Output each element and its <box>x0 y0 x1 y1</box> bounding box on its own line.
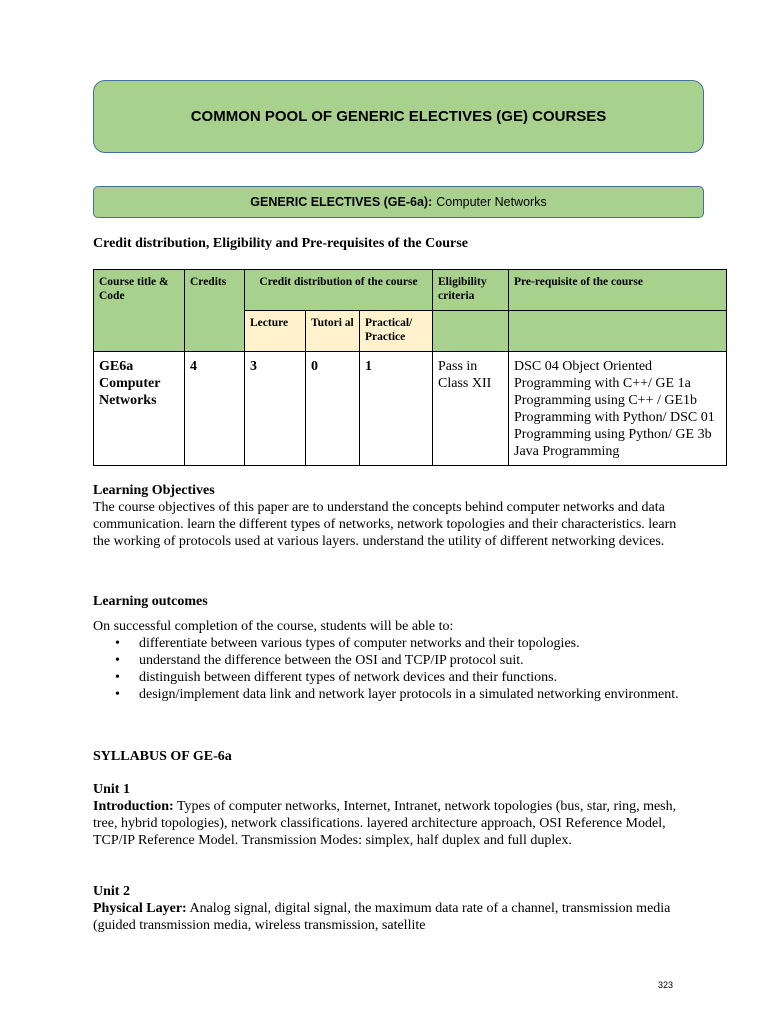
unit1-label: Introduction: <box>93 799 174 814</box>
unit2-body <box>93 900 683 934</box>
header-credit-distribution: Credit distribution of the course <box>245 270 433 311</box>
credit-heading: Credit distribution, Eligibility and Pre-requisites of the Course <box>93 236 468 251</box>
header-course-title: Course title & Code <box>94 270 185 352</box>
bullet-icon: • <box>115 653 120 668</box>
page-number: 323 <box>658 980 674 990</box>
unit1-text: Types of computer networks, Internet, Intranet, network topologies (bus, star, ring, mesh, tree, hybrid topologies), network classifications. layered architecture approach, OSI Reference Model, TCP/IP Reference Model. Transmission Modes: simplex, half duplex and full duplex. <box>93 799 677 848</box>
outcomes-heading: Learning outcomes <box>93 594 208 609</box>
header-prerequisite: Pre-requisite of the course <box>509 270 727 311</box>
bullet-icon: • <box>115 687 120 702</box>
cell-course <box>94 352 185 466</box>
cell-practical: 1 <box>360 352 433 466</box>
header-lecture: Lecture <box>245 311 306 352</box>
cell-course-code: GE6a <box>99 359 134 374</box>
list-item: • differentiate between various types of computer networks and their topologies. <box>115 636 580 651</box>
unit1-body <box>93 798 683 849</box>
header-empty-eligibility <box>433 311 509 352</box>
table-row <box>94 352 727 466</box>
unit2-title: Unit 2 <box>93 884 130 899</box>
unit2-label: Physical Layer: <box>93 901 187 916</box>
header-eligibility: Eligibility criteria <box>433 270 509 311</box>
cell-lecture: 3 <box>245 352 306 466</box>
outcomes-intro: On successful completion of the course, students will be able to: <box>93 619 454 634</box>
list-item: • design/implement data link and network layer protocols in a simulated networking environment. <box>115 687 679 702</box>
cell-credits: 4 <box>185 352 245 466</box>
header-practical: Practical/ Practice <box>360 311 433 352</box>
unit1-title: Unit 1 <box>93 782 130 797</box>
syllabus-heading: SYLLABUS OF GE-6a <box>93 749 232 764</box>
objectives-text: The course objectives of this paper are to understand the concepts behind computer networks and data communication. learn the different types of networks, network topologies and their characteristics. learn the working of protocols used at various layers. understand the utility of different networking devices. <box>93 500 677 549</box>
sub-banner <box>93 186 704 218</box>
table-header-row <box>94 270 727 311</box>
main-banner <box>93 80 704 153</box>
list-item: • distinguish between different types of network devices and their functions. <box>115 670 558 685</box>
list-item: • understand the difference between the OSI and TCP/IP protocol suit. <box>115 653 524 668</box>
cell-course-name: Computer Networks <box>99 376 161 408</box>
cell-prerequisite: DSC 04 Object Oriented Programming with C++/ GE 1a Programming using C++ / GE1b Programming with Python/ DSC 01 Programming using Python/ GE 3b Java Programming <box>509 352 727 466</box>
cell-eligibility: Pass in Class XII <box>433 352 509 466</box>
bullet-icon: • <box>115 670 120 685</box>
outcomes-list <box>93 635 683 703</box>
bullet-icon: • <box>115 636 120 651</box>
header-tutorial: Tutori al <box>306 311 360 352</box>
unit2-text: Analog signal, digital signal, the maximum data rate of a channel, transmission media (guided transmission media, wireless transmission, satellite <box>93 901 671 933</box>
header-credits: Credits <box>185 270 245 352</box>
sub-banner-code: GENERIC ELECTIVES (GE-6a): <box>250 195 433 209</box>
credit-table <box>93 269 727 466</box>
sub-banner-course: Computer Networks <box>436 195 547 209</box>
cell-tutorial: 0 <box>306 352 360 466</box>
main-banner-title: COMMON POOL OF GENERIC ELECTIVES (GE) COURSES <box>190 108 607 125</box>
header-empty-prerequisite <box>509 311 727 352</box>
objectives-heading: Learning Objectives <box>93 483 215 498</box>
